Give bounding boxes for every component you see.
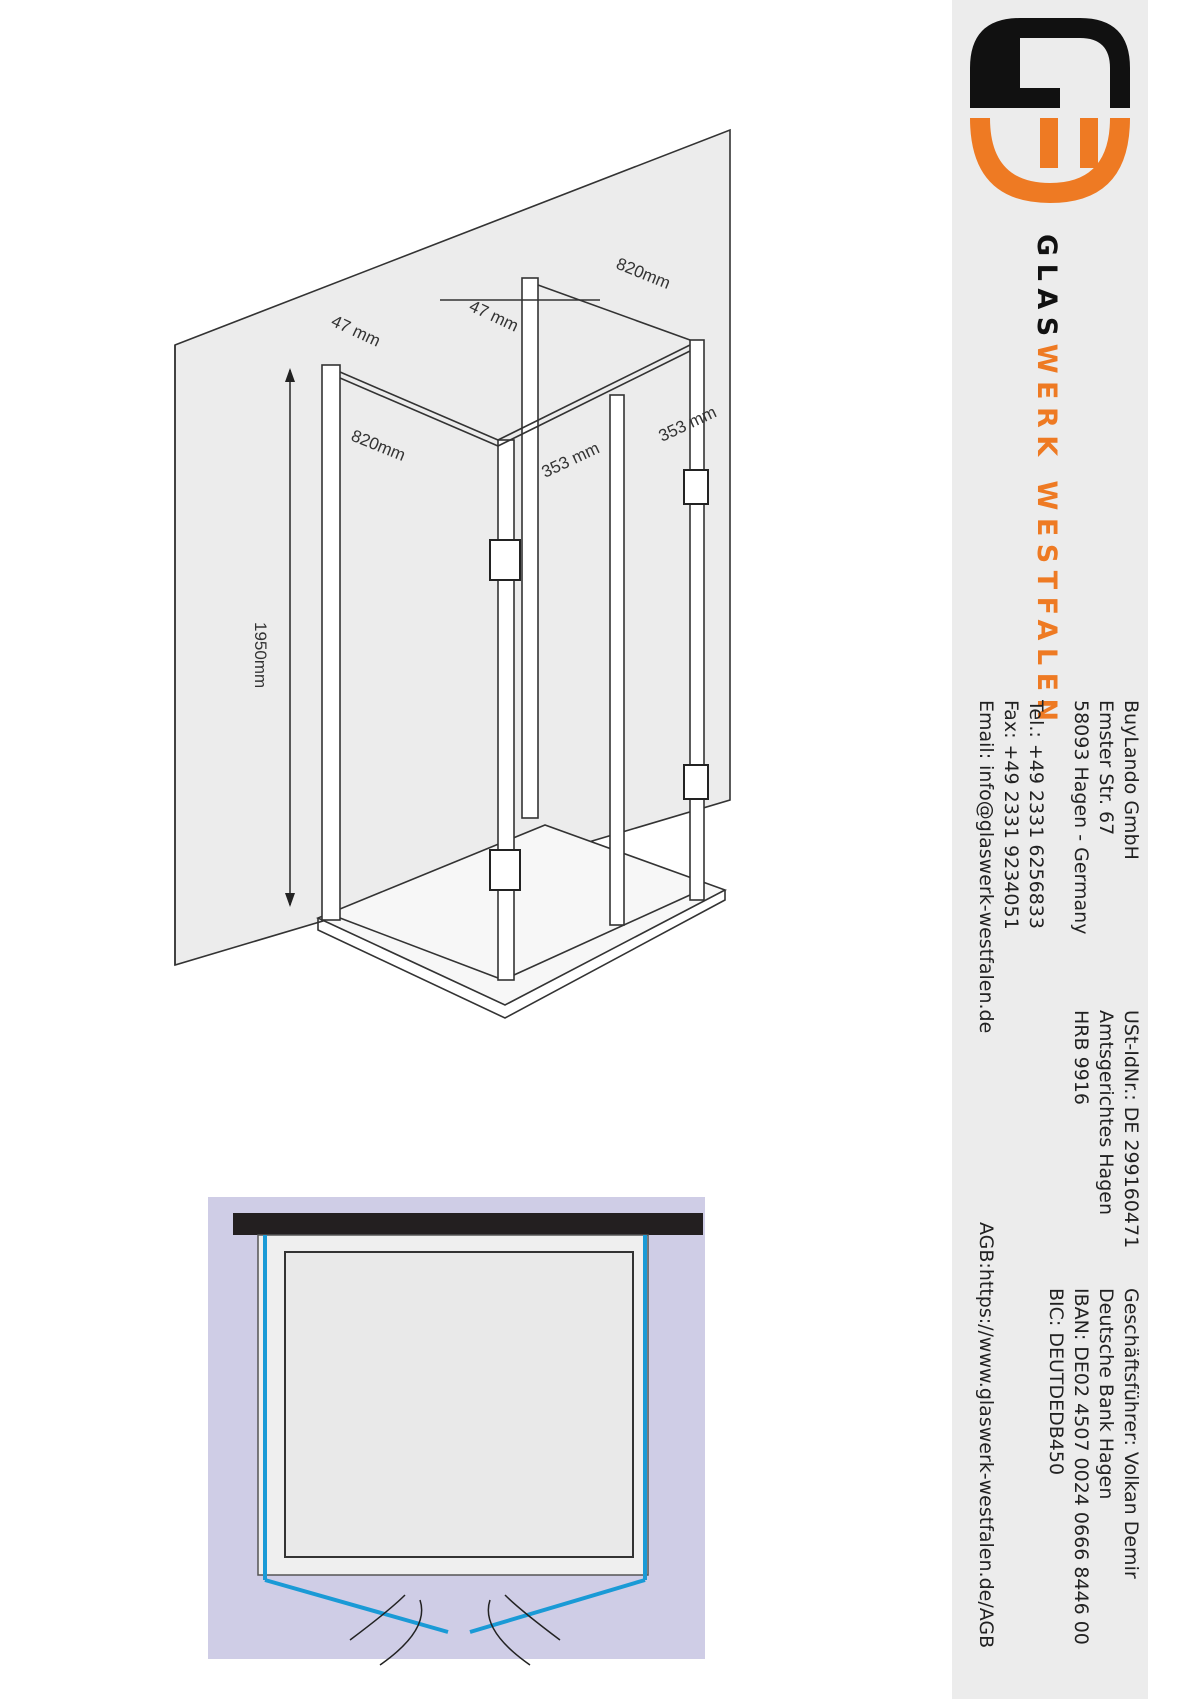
dim-height: 1950mm	[251, 622, 270, 689]
bank: Deutsche Bank Hagen	[1095, 1288, 1117, 1500]
shower-isometric-drawing	[0, 0, 950, 1050]
brand-title: GLASWERK WESTFALEN	[1031, 234, 1062, 729]
hinge	[490, 850, 520, 890]
vat-id: USt-IdNr.: DE 299160471	[1120, 1010, 1142, 1249]
city: 58093 Hagen - Germany	[1070, 700, 1092, 935]
court: Amtsgerichtes Hagen	[1095, 1010, 1117, 1215]
street: Emster Str. 67	[1095, 700, 1117, 836]
bic: BIC: DEUTDEDB450	[1045, 1288, 1067, 1476]
email-link[interactable]: Email: info@glaswerk-westfalen.de	[975, 700, 997, 1034]
agb-link[interactable]: AGB:https://www.glaswerk-westfalen.de/AGB	[975, 1222, 997, 1649]
wall	[175, 130, 730, 965]
dim-top-width: 820mm	[613, 254, 674, 293]
managing-director: Geschäftsführer: Volkan Demir	[1120, 1288, 1142, 1579]
dim-door-right: 353 mm	[655, 402, 720, 446]
dim-left-width: 820mm	[348, 426, 409, 465]
hrb: HRB 9916	[1070, 1010, 1092, 1105]
iban: IBAN: DE02 4507 0024 0666 8446 00	[1070, 1288, 1092, 1645]
fax: Fax: +49 2331 9234051	[1000, 700, 1022, 930]
phone: Tel.: +49 2331 6256833	[1025, 700, 1047, 929]
dim-fixed-right: 47 mm	[466, 296, 522, 336]
company-sidebar	[952, 0, 1148, 1699]
dim-door-left: 353 mm	[538, 438, 603, 482]
hinge	[684, 765, 708, 799]
dim-fixed-left: 47 mm	[328, 311, 384, 351]
hinge	[684, 470, 708, 504]
hinge	[490, 540, 520, 580]
company-name: BuyLando GmbH	[1120, 700, 1142, 860]
wall-bar	[233, 1213, 703, 1235]
